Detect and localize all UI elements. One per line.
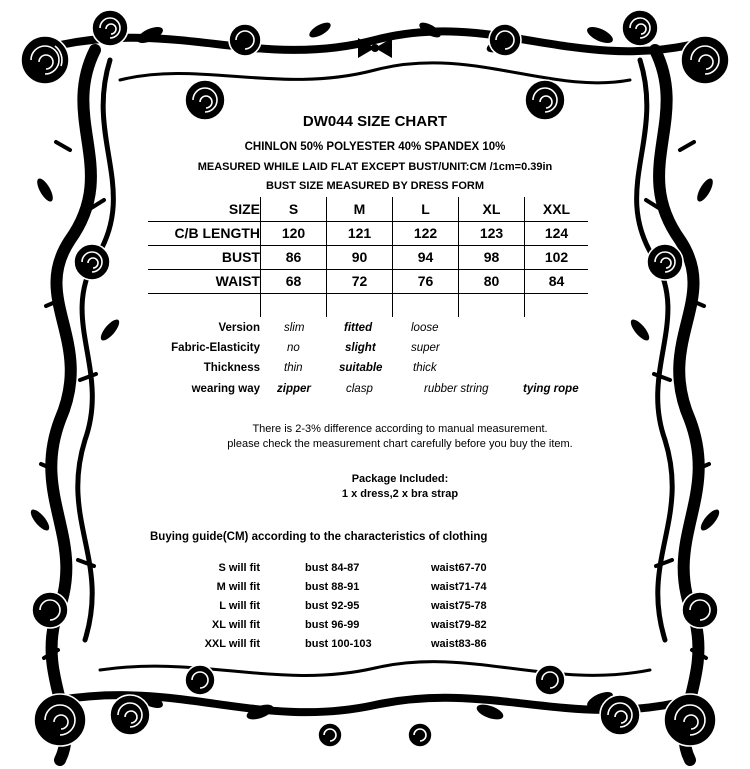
guide-waist: waist75-78: [431, 600, 487, 612]
guide-size: M will fit: [216, 581, 260, 593]
chart-title: DW044 SIZE CHART: [302, 113, 448, 130]
table-column-divider: [524, 197, 525, 317]
feature-label-wearing-way: wearing way: [191, 383, 260, 395]
row-label: C/B LENGTH: [174, 225, 260, 241]
row-label: WAIST: [215, 273, 260, 289]
guide-bust: bust 96-99: [305, 619, 360, 631]
guide-bust: bust 88-91: [305, 581, 360, 593]
option-zipper: zipper: [277, 383, 311, 395]
difference-note: There is 2-3% difference according to manual measurement.: [252, 423, 548, 435]
table-row: [148, 269, 588, 293]
buying-guide-title: Buying guide(CM) according to the characteristics of clothing: [150, 531, 488, 543]
table-cell: 121: [347, 225, 372, 241]
table-header-cell: L: [421, 201, 430, 217]
option-slim: slim: [284, 322, 305, 334]
option-thin: thin: [284, 362, 303, 374]
table-rule: [148, 269, 588, 270]
table-cell: 84: [548, 273, 565, 289]
guide-waist: waist79-82: [431, 619, 487, 631]
guide-waist: waist71-74: [431, 581, 487, 593]
table-header-cell: M: [353, 201, 366, 217]
table-cell: 94: [417, 249, 434, 265]
row-label: BUST: [221, 249, 260, 265]
option-slight: slight: [345, 342, 376, 354]
feature-label-thickness: Thickness: [203, 362, 260, 374]
table-column-divider: [458, 197, 459, 317]
bust-note: BUST SIZE MEASURED BY DRESS FORM: [266, 180, 484, 192]
guide-size: L will fit: [219, 600, 260, 612]
option-super: super: [411, 342, 440, 354]
table-header-cell: XL: [482, 201, 501, 217]
table-cell: 102: [544, 249, 569, 265]
table-column-divider: [260, 197, 261, 317]
table-rule: [148, 245, 588, 246]
table-cell: 98: [483, 249, 500, 265]
package-title: Package Included:: [351, 473, 449, 485]
option-rubber-string: rubber string: [424, 383, 489, 395]
table-row: [148, 221, 588, 245]
table-header-cell: XXL: [542, 201, 571, 217]
table-rule: [148, 221, 588, 222]
option-suitable: suitable: [339, 362, 383, 374]
size-table: [148, 197, 588, 317]
option-loose: loose: [411, 322, 439, 334]
option-clasp: clasp: [346, 383, 373, 395]
table-cell: 90: [351, 249, 368, 265]
table-row: [148, 245, 588, 269]
guide-size: XXL will fit: [204, 638, 260, 650]
table-cell: 122: [413, 225, 438, 241]
guide-bust: bust 92-95: [305, 600, 360, 612]
option-no: no: [287, 342, 300, 354]
guide-bust: bust 84-87: [305, 562, 360, 574]
measurement-note: MEASURED WHILE LAID FLAT EXCEPT BUST/UNIT:CM /1cm=0.39in: [197, 161, 553, 173]
table-column-divider: [392, 197, 393, 317]
guide-size: S will fit: [218, 562, 260, 574]
guide-bust: bust 100-103: [305, 638, 372, 650]
feature-label-elasticity: Fabric-Elasticity: [171, 342, 260, 354]
table-cell: 76: [417, 273, 434, 289]
guide-waist: waist67-70: [431, 562, 487, 574]
table-header-cell: SIZE: [228, 201, 260, 217]
table-cell: 86: [285, 249, 302, 265]
feature-label-version: Version: [218, 322, 260, 334]
option-thick: thick: [413, 362, 437, 374]
check-note: please check the measurement chart carefully before you buy the item.: [227, 438, 573, 450]
guide-size: XL will fit: [211, 619, 260, 631]
guide-waist: waist83-86: [431, 638, 487, 650]
table-cell: 123: [479, 225, 504, 241]
package-items: 1 x dress,2 x bra strap: [341, 488, 459, 500]
table-cell: 124: [544, 225, 569, 241]
table-cell: 80: [483, 273, 500, 289]
table-cell: 120: [281, 225, 306, 241]
table-rule: [148, 293, 588, 294]
option-fitted: fitted: [344, 322, 373, 334]
material-line: CHINLON 50% POLYESTER 40% SPANDEX 10%: [244, 141, 506, 153]
table-cell: 72: [351, 273, 368, 289]
table-header-row: [148, 197, 588, 221]
table-column-divider: [326, 197, 327, 317]
table-header-cell: S: [288, 201, 299, 217]
table-cell: 68: [285, 273, 302, 289]
option-tying-rope: tying rope: [523, 383, 579, 395]
